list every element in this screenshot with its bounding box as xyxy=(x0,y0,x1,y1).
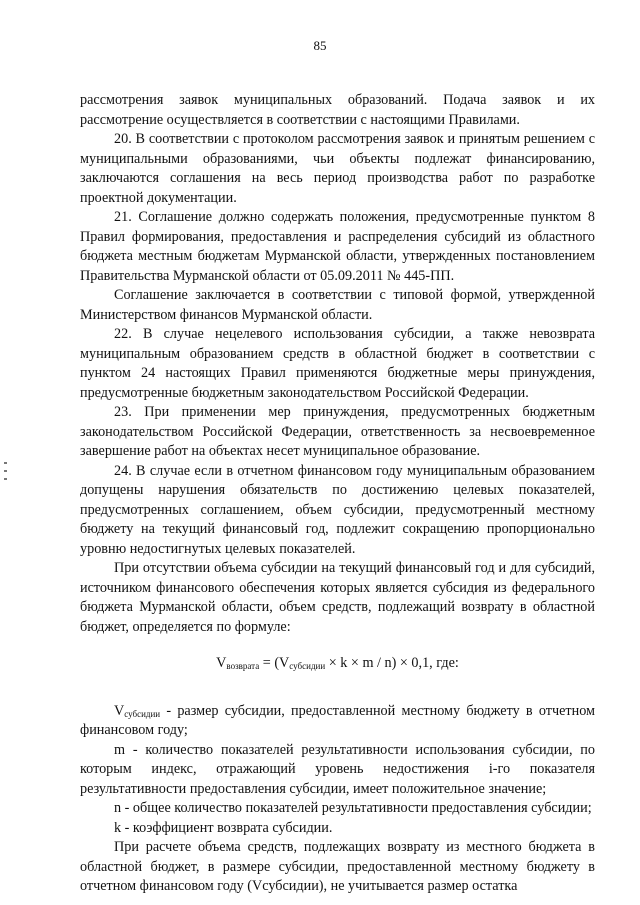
paragraph-agreement: Соглашение заключается в соответствии с типовой формой, утвержденной Министерством финансов Мурманской области. xyxy=(80,287,595,323)
formula-tail: × k × m / n) × 0,1, где: xyxy=(325,655,459,671)
formula-v: V xyxy=(216,655,227,671)
formula-sub-return: возврата xyxy=(226,661,260,671)
paragraph-closing: При расчете объема средств, подлежащих возврату из местного бюджета в областной бюджет, в размере субсидии, предоставленной местному бюджету в отчетном финансовом году (Vсубсидии), не учитывается размер остатка xyxy=(80,839,595,894)
paragraph-20: 20. В соответствии с протоколом рассмотрения заявок и принятым решением с муниципальными образованиями, чьи объекты подлежат финансированию, заключаются соглашения на весь период производства работ по разработке проектной документации. xyxy=(80,131,595,206)
page-number: 85 xyxy=(313,38,327,53)
paragraph-22: 22. В случае нецелевого использования субсидии, а также невозврата муниципальным образованием средств в областной бюджет в соответствии с пунктом 24 настоящих Правил применяются бюджетные меры принуждения, предусмотренные бюджетным законодательством Российской Федерации. xyxy=(80,326,595,401)
formula xyxy=(80,654,595,674)
definition-v-symbol: V xyxy=(114,702,125,719)
definition-n: n - общее количество показателей результативности предоставления субсидии; xyxy=(114,800,592,816)
paragraph-24: 24. В случае если в отчетном финансовом году муниципальным образованием допущены нарушения обязательств по достижению целевых показателей, предусмотренных соглашением, объем субсидии, предусмотренный местному бюджету на текущий финансовый год, подлежит сокращению пропорционально уровню недостигнутых целевых показателей. xyxy=(80,462,595,557)
document-body xyxy=(80,91,595,897)
scan-mark xyxy=(4,478,7,480)
paragraph-23: 23. При применении мер принуждения, предусмотренных бюджетным законодательством Российской Федерации, ответственность за несвоевременное завершение работ на объектах несет муниципальное образование. xyxy=(80,404,595,459)
formula-middle: = (V xyxy=(259,655,290,671)
definition-k: k - коэффициент возврата субсидии. xyxy=(114,819,333,836)
definition-m: m - количество показателей результативности использования субсидии, по которым индекс, отражающий уровень недостижения i-го показателя результативности предоставления субсидии, имеет положительное значение; xyxy=(80,741,595,797)
paragraph-continuation: рассмотрения заявок муниципальных образований. Подача заявок и их рассмотрение осуществляется в соответствии с настоящими Правилами. xyxy=(80,92,595,128)
paragraph-21: 21. Соглашение должно содержать положения, предусмотренные пунктом 8 Правил формирования, предоставления и распределения субсидий из областного бюджета местным бюджетам Мурманской области, утвержденных постановлением Правительства Мурманской области от 05.09.2011 № 445-ПП. xyxy=(80,209,595,284)
definition-v-text: - размер субсидии, предоставленной местному бюджету в отчетном финансовом году; xyxy=(80,702,595,738)
scan-mark xyxy=(4,470,7,472)
definition-v xyxy=(80,702,595,741)
paragraph-absence: При отсутствии объема субсидии на текущий финансовый год и для субсидий, источником финансового обеспечения которых является субсидия из федерального бюджета Мурманской области, объем средств, подлежащий возврату в областной бюджет, определяется по формуле: xyxy=(80,560,595,635)
definition-v-sub: субсидии xyxy=(124,708,161,719)
scan-mark xyxy=(4,462,7,464)
formula-sub-subsidy: субсидии xyxy=(289,661,326,671)
